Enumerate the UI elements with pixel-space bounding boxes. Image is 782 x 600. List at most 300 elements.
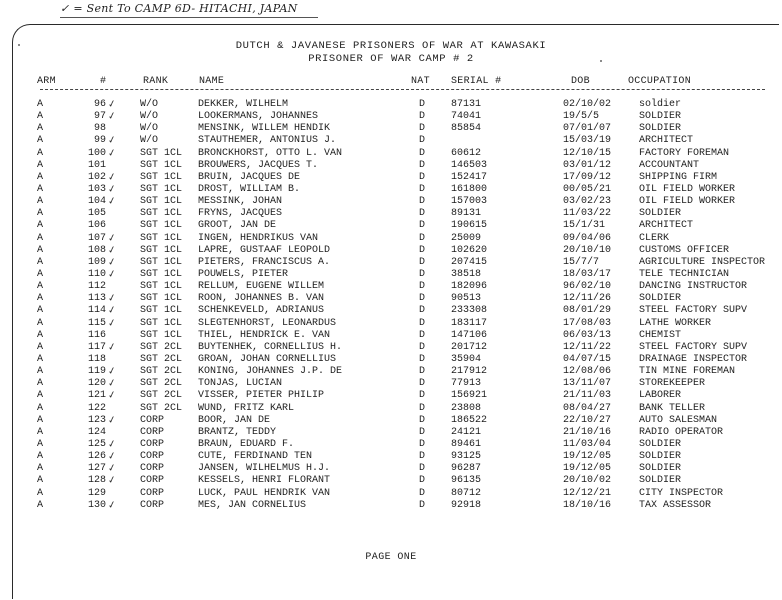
nationality-cell: D: [419, 183, 426, 195]
check-mark-icon: ✓: [106, 462, 118, 475]
occupation-cell: AUTO SALESMAN: [639, 414, 718, 426]
occupation-cell: STEEL FACTORY SUPV: [639, 341, 748, 353]
occupation-cell: CUSTOMS OFFICER: [639, 244, 730, 256]
nationality-cell: D: [419, 171, 426, 183]
rank-cell: SGT 1CL: [140, 329, 183, 341]
number-cell: 121: [87, 390, 106, 402]
rank-cell: SGT 2CL: [140, 341, 183, 353]
table-row: [0, 172, 782, 184]
name-cell: SCHENKEVELD, ADRIANUS: [198, 305, 325, 317]
rank-cell: SGT 1CL: [140, 208, 183, 220]
serial-cell: 60612: [451, 147, 482, 159]
rank-cell: W/O: [140, 99, 159, 110]
dob-cell: 19/12/05: [563, 451, 612, 463]
nationality-cell: D: [419, 402, 426, 414]
header-name: NAME: [199, 76, 225, 87]
handwritten-note: [60, 2, 298, 15]
table-row: [0, 208, 782, 220]
header-rule: [40, 89, 765, 90]
arm-cell: A: [37, 426, 44, 438]
name-cell: POUWELS, PIETER: [198, 268, 289, 280]
number-cell: 116: [87, 329, 106, 341]
check-mark-icon: ✓: [106, 195, 118, 208]
check-mark-icon: ✓: [106, 474, 118, 488]
check-mark-icon: ✓: [106, 146, 118, 160]
occupation-cell: TIN MINE FOREMAN: [639, 366, 736, 378]
header-number: #: [100, 76, 107, 87]
serial-cell: 24121: [451, 426, 482, 438]
rank-cell: SGT 1CL: [140, 244, 183, 256]
name-cell: ROON, JOHANNES B. VAN: [198, 293, 325, 305]
number-cell: 105: [87, 208, 106, 220]
occupation-cell: soldier: [639, 99, 682, 110]
serial-cell: 90513: [451, 293, 482, 305]
rank-cell: CORP: [140, 414, 165, 426]
dob-cell: 19/12/05: [563, 463, 612, 475]
arm-cell: A: [37, 438, 44, 450]
name-cell: BOOR, JAN DE: [198, 414, 271, 426]
rank-cell: SGT 1CL: [140, 232, 183, 244]
dob-cell: 96/02/10: [563, 281, 612, 293]
number-cell: 102: [87, 171, 106, 183]
dob-cell: 03/01/12: [563, 159, 612, 171]
arm-cell: A: [37, 475, 44, 487]
name-cell: GROOT, JAN DE: [198, 220, 277, 232]
nationality-cell: D: [419, 475, 426, 487]
arm-cell: A: [37, 378, 44, 390]
arm-cell: A: [37, 183, 44, 195]
dob-cell: 12/11/22: [563, 341, 612, 353]
check-mark-icon: ✓: [106, 498, 118, 512]
name-cell: BRANTZ, TEDDY: [198, 426, 277, 438]
arm-cell: A: [37, 135, 44, 147]
occupation-cell: CITY INSPECTOR: [639, 487, 724, 499]
dob-cell: 04/07/15: [563, 353, 612, 365]
nationality-cell: D: [419, 390, 426, 402]
check-mark-icon: ✓: [106, 304, 118, 318]
number-cell: 98: [93, 123, 106, 135]
handwritten-underline: [60, 17, 318, 18]
number-cell: 109: [87, 256, 106, 268]
table-row: [0, 245, 782, 257]
table-row: [0, 123, 782, 135]
occupation-cell: SOLDIER: [639, 293, 682, 305]
nationality-cell: D: [419, 99, 426, 110]
table-row: [0, 378, 782, 390]
occupation-cell: SOLDIER: [639, 451, 682, 463]
number-cell: 97: [93, 111, 106, 123]
page-footer: PAGE ONE: [365, 552, 417, 563]
nationality-cell: D: [419, 305, 426, 317]
name-cell: BRAUN, EDUARD F.: [198, 438, 295, 450]
name-cell: LUCK, PAUL HENDRIK VAN: [198, 487, 331, 499]
rank-cell: SGT 2CL: [140, 402, 183, 414]
table-row: [0, 463, 782, 475]
rank-cell: SGT 2CL: [140, 353, 183, 365]
dob-cell: 11/03/04: [563, 438, 612, 450]
serial-cell: 80712: [451, 487, 482, 499]
table-row: [0, 135, 782, 147]
number-cell: 117: [87, 341, 106, 353]
serial-cell: 38518: [451, 268, 482, 280]
nationality-cell: D: [419, 317, 426, 329]
occupation-cell: SOLDIER: [639, 111, 682, 123]
dob-cell: 15/1/31: [563, 220, 606, 232]
occupation-cell: DANCING INSTRUCTOR: [639, 281, 748, 293]
nationality-cell: D: [419, 159, 426, 171]
number-cell: 119: [87, 366, 106, 378]
occupation-cell: FACTORY FOREMAN: [639, 147, 730, 159]
name-cell: DEKKER, WILHELM: [198, 99, 289, 110]
occupation-cell: OIL FIELD WORKER: [639, 183, 736, 195]
rank-cell: W/O: [140, 111, 159, 123]
rank-cell: CORP: [140, 438, 165, 450]
check-mark-icon: ✓: [106, 341, 118, 354]
nationality-cell: D: [419, 111, 426, 123]
nationality-cell: D: [419, 281, 426, 293]
occupation-cell: SOLDIER: [639, 123, 682, 135]
dob-cell: 12/12/21: [563, 487, 612, 499]
name-cell: TONJAS, LUCIAN: [198, 378, 283, 390]
handwritten-note-text: ✓ = Sent To CAMP 6D- HITACHI, JAPAN: [60, 2, 298, 15]
nationality-cell: D: [419, 135, 426, 147]
serial-cell: 92918: [451, 499, 482, 511]
name-cell: BRUIN, JACQUES DE: [198, 171, 301, 183]
prisoner-table: [0, 99, 782, 512]
serial-cell: 233308: [451, 305, 488, 317]
rank-cell: SGT 1CL: [140, 268, 183, 280]
number-cell: 101: [87, 159, 106, 171]
name-cell: STAUTHEMER, ANTONIUS J.: [198, 135, 337, 147]
check-mark-icon: ✓: [106, 389, 118, 403]
arm-cell: A: [37, 463, 44, 475]
dob-cell: 07/01/07: [563, 123, 612, 135]
dob-cell: 19/5/5: [563, 111, 600, 123]
occupation-cell: SOLDIER: [639, 475, 682, 487]
rank-cell: SGT 2CL: [140, 366, 183, 378]
table-row: [0, 390, 782, 402]
dob-cell: 21/10/16: [563, 426, 612, 438]
dob-cell: 20/10/10: [563, 244, 612, 256]
serial-cell: 207415: [451, 256, 488, 268]
nationality-cell: D: [419, 426, 426, 438]
serial-cell: 35904: [451, 353, 482, 365]
arm-cell: A: [37, 123, 44, 135]
table-row: [0, 500, 782, 512]
nationality-cell: D: [419, 208, 426, 220]
arm-cell: A: [37, 268, 44, 280]
arm-cell: A: [37, 414, 44, 426]
number-cell: 115: [87, 317, 106, 329]
rank-cell: SGT 1CL: [140, 305, 183, 317]
nationality-cell: D: [419, 293, 426, 305]
number-cell: 128: [87, 475, 106, 487]
table-row: [0, 184, 782, 196]
serial-cell: 182096: [451, 281, 488, 293]
table-row: [0, 403, 782, 415]
table-row: [0, 148, 782, 160]
occupation-cell: AGRICULTURE INSPECTOR: [639, 256, 766, 268]
number-cell: 110: [87, 268, 106, 280]
occupation-cell: LABORER: [639, 390, 682, 402]
occupation-cell: ARCHITECT: [639, 220, 694, 232]
dob-cell: 20/10/02: [563, 475, 612, 487]
name-cell: LAPRE, GUSTAAF LEOPOLD: [198, 244, 331, 256]
serial-cell: 87131: [451, 99, 482, 110]
nationality-cell: D: [419, 341, 426, 353]
nationality-cell: D: [419, 244, 426, 256]
table-row: [0, 99, 782, 111]
number-cell: 114: [87, 305, 106, 317]
check-mark-icon: ✓: [106, 365, 118, 378]
number-cell: 129: [87, 487, 106, 499]
check-mark-icon: ✓: [106, 438, 118, 451]
rank-cell: CORP: [140, 426, 165, 438]
check-mark-icon: ✓: [106, 268, 118, 281]
nationality-cell: D: [419, 123, 426, 135]
number-cell: 127: [87, 463, 106, 475]
nationality-cell: D: [419, 147, 426, 159]
check-mark-icon: ✓: [106, 450, 118, 463]
rank-cell: SGT 1CL: [140, 317, 183, 329]
arm-cell: A: [37, 171, 44, 183]
rank-cell: SGT 1CL: [140, 256, 183, 268]
number-cell: 122: [87, 402, 106, 414]
rank-cell: SGT 2CL: [140, 378, 183, 390]
name-cell: BUYTENHEK, CORNELLIUS H.: [198, 341, 343, 353]
name-cell: INGEN, HENDRIKUS VAN: [198, 232, 319, 244]
name-cell: JANSEN, WILHELMUS H.J.: [198, 463, 331, 475]
arm-cell: A: [37, 220, 44, 232]
occupation-cell: OIL FIELD WORKER: [639, 196, 736, 208]
rank-cell: W/O: [140, 123, 159, 135]
dob-cell: 15/03/19: [563, 135, 612, 147]
name-cell: WUND, FRITZ KARL: [198, 402, 295, 414]
rank-cell: SGT 1CL: [140, 220, 183, 232]
rank-cell: SGT 1CL: [140, 281, 183, 293]
number-cell: 108: [87, 244, 106, 256]
number-cell: 120: [87, 378, 106, 390]
arm-cell: A: [37, 317, 44, 329]
serial-cell: 96135: [451, 475, 482, 487]
name-cell: MESSINK, JOHAN: [198, 196, 283, 208]
number-cell: 96: [93, 99, 106, 110]
serial-cell: 183117: [451, 317, 488, 329]
number-cell: 123: [87, 414, 106, 426]
number-cell: 100: [87, 147, 106, 159]
rank-cell: CORP: [140, 463, 165, 475]
nationality-cell: D: [419, 487, 426, 499]
number-cell: 106: [87, 220, 106, 232]
arm-cell: A: [37, 244, 44, 256]
arm-cell: A: [37, 208, 44, 220]
rank-cell: CORP: [140, 475, 165, 487]
table-row: [0, 318, 782, 330]
occupation-cell: STEEL FACTORY SUPV: [639, 305, 748, 317]
number-cell: 124: [87, 426, 106, 438]
rank-cell: SGT 1CL: [140, 159, 183, 171]
number-cell: 125: [87, 438, 106, 450]
occupation-cell: SOLDIER: [639, 438, 682, 450]
table-row: [0, 281, 782, 293]
name-cell: KESSELS, HENRI FLORANT: [198, 475, 331, 487]
check-mark-icon: ✓: [106, 134, 118, 148]
name-cell: KONING, JOHANNES J.P. DE: [198, 366, 343, 378]
name-cell: MENSINK, WILLEM HENDIK: [198, 123, 331, 135]
nationality-cell: D: [419, 329, 426, 341]
table-row: [0, 196, 782, 208]
number-cell: 112: [87, 281, 106, 293]
table-row: [0, 160, 782, 172]
nationality-cell: D: [419, 451, 426, 463]
dob-cell: 13/11/07: [563, 378, 612, 390]
table-row: [0, 427, 782, 439]
nationality-cell: D: [419, 268, 426, 280]
nationality-cell: D: [419, 256, 426, 268]
arm-cell: A: [37, 281, 44, 293]
arm-cell: A: [37, 111, 44, 123]
occupation-cell: DRAINAGE INSPECTOR: [639, 353, 748, 365]
arm-cell: A: [37, 147, 44, 159]
occupation-cell: SOLDIER: [639, 463, 682, 475]
serial-cell: 201712: [451, 341, 488, 353]
number-cell: 118: [87, 353, 106, 365]
table-row: [0, 233, 782, 245]
dob-cell: 18/10/16: [563, 499, 612, 511]
arm-cell: A: [37, 196, 44, 208]
nationality-cell: D: [419, 438, 426, 450]
serial-cell: 23808: [451, 402, 482, 414]
name-cell: RELLUM, EUGENE WILLEM: [198, 281, 325, 293]
name-cell: MES, JAN CORNELIUS: [198, 499, 307, 511]
dob-cell: 12/11/26: [563, 293, 612, 305]
check-mark-icon: ✓: [106, 183, 118, 196]
name-cell: SLEGTENHORST, LEONARDUS: [198, 317, 337, 329]
dob-cell: 02/10/02: [563, 99, 612, 110]
header-dob: DOB: [571, 76, 590, 87]
name-cell: GROAN, JOHAN CORNELLIUS: [198, 353, 337, 365]
serial-cell: 161800: [451, 183, 488, 195]
name-cell: VISSER, PIETER PHILIP: [198, 390, 325, 402]
nationality-cell: D: [419, 366, 426, 378]
occupation-cell: SHIPPING FIRM: [639, 171, 718, 183]
table-row: [0, 475, 782, 487]
serial-cell: 152417: [451, 171, 488, 183]
rank-cell: SGT 1CL: [140, 183, 183, 195]
occupation-cell: STOREKEEPER: [639, 378, 706, 390]
occupation-cell: BANK TELLER: [639, 402, 706, 414]
dob-cell: 12/10/15: [563, 147, 612, 159]
name-cell: FRYNS, JACQUES: [198, 208, 283, 220]
header-rank: RANK: [143, 76, 169, 87]
table-row: [0, 439, 782, 451]
rank-cell: SGT 1CL: [140, 293, 183, 305]
rank-cell: W/O: [140, 135, 159, 147]
serial-cell: 147106: [451, 329, 488, 341]
rank-cell: SGT 2CL: [140, 390, 183, 402]
table-row: [0, 257, 782, 269]
document-subtitle: PRISONER OF WAR CAMP # 2: [308, 53, 474, 65]
occupation-cell: LATHE WORKER: [639, 317, 712, 329]
serial-cell: 156921: [451, 390, 488, 402]
name-cell: PIETERS, FRANCISCUS A.: [198, 256, 331, 268]
serial-cell: 77913: [451, 378, 482, 390]
dob-cell: 17/09/12: [563, 171, 612, 183]
dob-cell: 08/01/29: [563, 305, 612, 317]
name-cell: BRONCKHORST, OTTO L. VAN: [198, 147, 343, 159]
table-row: [0, 330, 782, 342]
arm-cell: A: [37, 99, 44, 110]
check-mark-icon: ✓: [106, 98, 118, 111]
arm-cell: A: [37, 402, 44, 414]
arm-cell: A: [37, 390, 44, 402]
table-row: [0, 366, 782, 378]
check-mark-icon: ✓: [106, 292, 118, 306]
serial-cell: 96287: [451, 463, 482, 475]
name-cell: LOOKERMANS, JOHANNES: [198, 111, 319, 123]
number-cell: 130: [87, 499, 106, 511]
serial-cell: 93125: [451, 451, 482, 463]
serial-cell: 89461: [451, 438, 482, 450]
table-row: [0, 220, 782, 232]
occupation-cell: CLERK: [639, 232, 670, 244]
table-row: [0, 488, 782, 500]
occupation-cell: TAX ASSESSOR: [639, 499, 712, 511]
serial-cell: 190615: [451, 220, 488, 232]
arm-cell: A: [37, 305, 44, 317]
serial-cell: 157003: [451, 196, 488, 208]
rank-cell: CORP: [140, 451, 165, 463]
nationality-cell: D: [419, 463, 426, 475]
dob-cell: 00/05/21: [563, 183, 612, 195]
nationality-cell: D: [419, 414, 426, 426]
serial-cell: 25009: [451, 232, 482, 244]
arm-cell: A: [37, 451, 44, 463]
arm-cell: A: [37, 329, 44, 341]
number-cell: 107: [87, 232, 106, 244]
name-cell: CUTE, FERDINAND TEN: [198, 451, 313, 463]
arm-cell: A: [37, 366, 44, 378]
nationality-cell: D: [419, 196, 426, 208]
dob-cell: 09/04/06: [563, 232, 612, 244]
nationality-cell: D: [419, 232, 426, 244]
serial-cell: 146503: [451, 159, 488, 171]
serial-cell: 89131: [451, 208, 482, 220]
number-cell: 113: [87, 293, 106, 305]
dob-cell: 18/03/17: [563, 268, 612, 280]
name-cell: THIEL, HENDRICK E. VAN: [198, 329, 331, 341]
dob-cell: 08/04/27: [563, 402, 612, 414]
occupation-cell: RADIO OPERATOR: [639, 426, 724, 438]
dob-cell: 22/10/27: [563, 414, 612, 426]
header-nationality: NAT: [411, 76, 430, 87]
serial-cell: 102620: [451, 244, 488, 256]
check-mark-icon: ✓: [106, 110, 118, 123]
occupation-cell: SOLDIER: [639, 208, 682, 220]
name-cell: BROUWERS, JACQUES T.: [198, 159, 319, 171]
dob-cell: 17/08/03: [563, 317, 612, 329]
arm-cell: A: [37, 293, 44, 305]
dob-cell: 11/03/22: [563, 208, 612, 220]
check-mark-icon: ✓: [106, 171, 118, 184]
header-arm: ARM: [37, 76, 56, 87]
table-row: [0, 451, 782, 463]
header-serial: SERIAL #: [451, 76, 502, 87]
number-cell: 99: [93, 135, 106, 147]
table-row: [0, 305, 782, 317]
number-cell: 104: [87, 196, 106, 208]
nationality-cell: D: [419, 499, 426, 511]
